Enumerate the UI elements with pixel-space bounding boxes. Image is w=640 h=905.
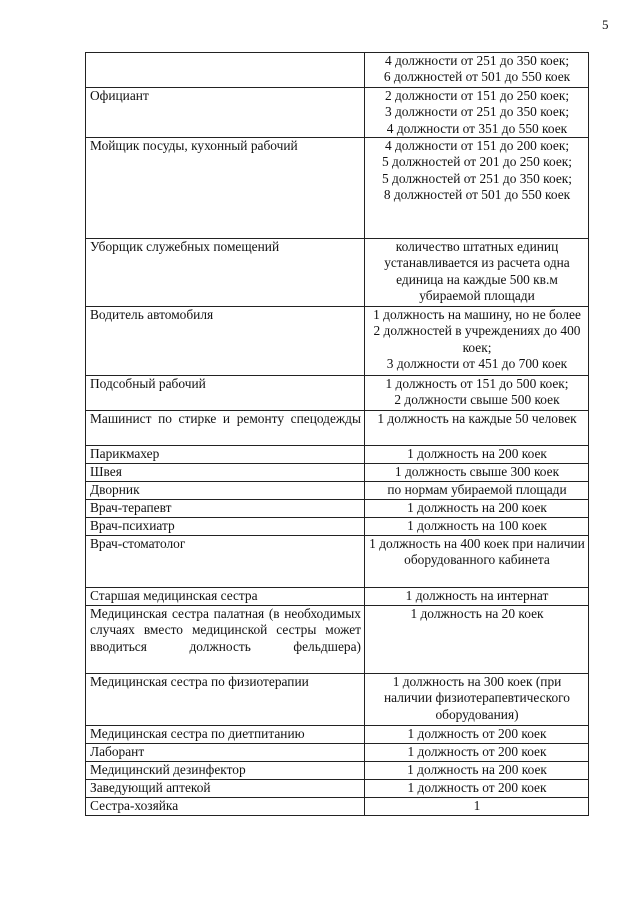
table-row: [86, 239, 589, 307]
position-cell: Медицинская сестра по физиотерапии: [86, 674, 365, 726]
table-row: [86, 411, 589, 446]
table-row: [86, 88, 589, 138]
norm-cell: 1: [365, 798, 589, 816]
table-row: [86, 588, 589, 606]
position-cell: [86, 53, 365, 88]
norm-cell: 1 должность от 200 коек: [365, 780, 589, 798]
norm-cell: 1 должность на 100 коек: [365, 518, 589, 536]
position-cell: Водитель автомобиля: [86, 307, 365, 376]
table-row: [86, 536, 589, 588]
norm-cell: 1 должность на интернат: [365, 588, 589, 606]
norm-cell: 1 должность на 400 коек при наличии оборудованного кабинета: [365, 536, 589, 588]
norm-cell: 1 должность на 200 коек: [365, 762, 589, 780]
table-row: [86, 518, 589, 536]
table-row: [86, 744, 589, 762]
norm-cell: 1 должность на 200 коек: [365, 446, 589, 464]
position-cell: Мойщик посуды, кухонный рабочий: [86, 138, 365, 239]
table-row: [86, 798, 589, 816]
norm-cell: 1 должность от 151 до 500 коек; 2 должности свыше 500 коек: [365, 376, 589, 411]
norm-cell: 1 должность от 200 коек: [365, 726, 589, 744]
table-row: [86, 500, 589, 518]
position-cell: Официант: [86, 88, 365, 138]
position-cell: Подсобный рабочий: [86, 376, 365, 411]
position-cell: Сестра-хозяйка: [86, 798, 365, 816]
table-row: [86, 482, 589, 500]
position-cell: Врач-терапевт: [86, 500, 365, 518]
table-row: [86, 138, 589, 239]
page-number: 5: [602, 17, 609, 32]
position-cell: Старшая медицинская сестра: [86, 588, 365, 606]
position-cell: Заведующий аптекой: [86, 780, 365, 798]
norm-cell: 4 должности от 251 до 350 коек; 6 должностей от 501 до 550 коек: [365, 53, 589, 88]
staffing-norms-table: [85, 52, 589, 816]
table-row: [86, 780, 589, 798]
table-row: [86, 674, 589, 726]
norm-cell: 1 должность на машину, но не более 2 должностей в учреждениях до 400 коек; 3 должности от 451 до 700 коек: [365, 307, 589, 376]
table-row: [86, 762, 589, 780]
norm-cell: 1 должность от 200 коек: [365, 744, 589, 762]
norm-cell: 2 должности от 151 до 250 коек; 3 должности от 251 до 350 коек; 4 должности от 351 до 550 коек: [365, 88, 589, 138]
position-cell: Медицинский дезинфектор: [86, 762, 365, 780]
position-cell: Дворник: [86, 482, 365, 500]
norm-cell: 1 должность на каждые 50 человек: [365, 411, 589, 446]
norm-cell: 1 должность на 20 коек: [365, 606, 589, 674]
norm-cell: количество штатных единиц устанавливается из расчета одна единица на каждые 500 кв.м убираемой площади: [365, 239, 589, 307]
norm-cell: 1 должность свыше 300 коек: [365, 464, 589, 482]
table-row: [86, 53, 589, 88]
position-cell: Врач-психиатр: [86, 518, 365, 536]
norm-cell: 4 должности от 151 до 200 коек; 5 должностей от 201 до 250 коек; 5 должностей от 251 до 350 коек; 8 должностей от 501 до 550 коек: [365, 138, 589, 239]
table-row: [86, 606, 589, 674]
table-row: [86, 376, 589, 411]
position-cell: Медицинская сестра палатная (в необходимых случаях вместо медицинской сестры может вводиться должность фельдшера): [86, 606, 365, 674]
norm-cell: 1 должность на 300 коек (при наличии физиотерапевтического оборудования): [365, 674, 589, 726]
table-row: [86, 446, 589, 464]
position-cell: Лаборант: [86, 744, 365, 762]
norm-cell: 1 должность на 200 коек: [365, 500, 589, 518]
position-cell: Врач-стоматолог: [86, 536, 365, 588]
position-cell: Уборщик служебных помещений: [86, 239, 365, 307]
table-row: [86, 307, 589, 376]
position-cell: Машинист по стирке и ремонту спецодежды: [86, 411, 365, 446]
table-row: [86, 464, 589, 482]
position-cell: Медицинская сестра по диетпитанию: [86, 726, 365, 744]
norm-cell: по нормам убираемой площади: [365, 482, 589, 500]
table-row: [86, 726, 589, 744]
position-cell: Швея: [86, 464, 365, 482]
position-cell: Парикмахер: [86, 446, 365, 464]
